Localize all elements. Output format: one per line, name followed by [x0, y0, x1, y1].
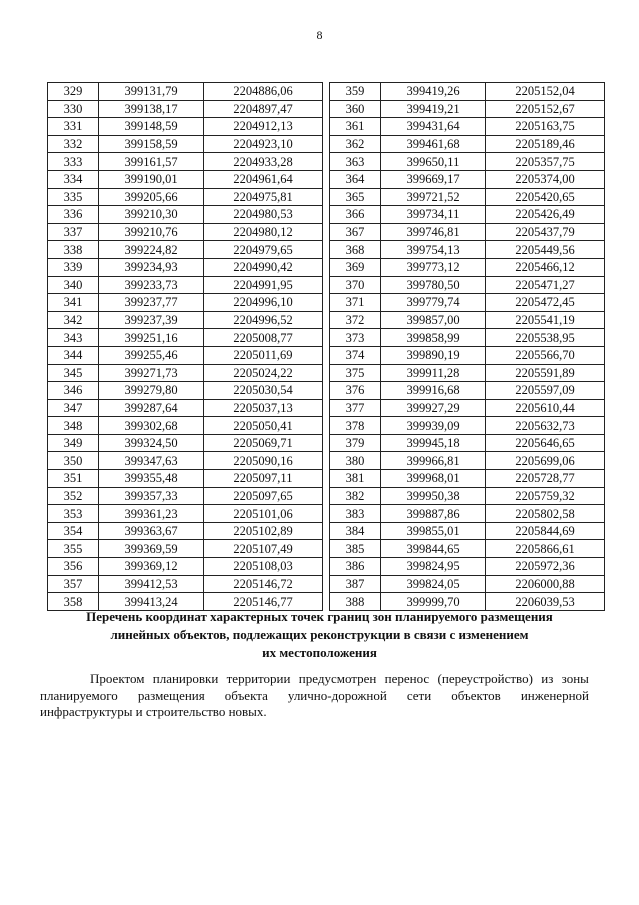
point-number-cell: 347 — [48, 399, 99, 417]
paragraph-word: объекта — [224, 687, 268, 703]
section-heading — [60, 608, 579, 662]
table-row — [330, 118, 605, 136]
y-coordinate-cell: 2205146,72 — [204, 575, 323, 593]
point-number-cell: 330 — [48, 100, 99, 118]
y-coordinate-cell: 2205011,69 — [204, 346, 323, 364]
point-number-cell: 344 — [48, 346, 99, 364]
table-row — [48, 294, 323, 312]
body-paragraph — [40, 671, 589, 721]
point-number-cell: 335 — [48, 188, 99, 206]
paragraph-word: из — [541, 671, 554, 686]
table-row — [330, 206, 605, 224]
point-number-cell: 375 — [330, 364, 381, 382]
point-number-cell: 367 — [330, 223, 381, 241]
x-coordinate-cell: 399255,46 — [99, 346, 204, 364]
y-coordinate-cell: 2205541,19 — [486, 311, 605, 329]
x-coordinate-cell: 399650,11 — [381, 153, 486, 171]
y-coordinate-cell: 2205426,49 — [486, 206, 605, 224]
table-row — [48, 540, 323, 558]
y-coordinate-cell: 2204975,81 — [204, 188, 323, 206]
y-coordinate-cell: 2205471,27 — [486, 276, 605, 294]
x-coordinate-cell: 399927,29 — [381, 399, 486, 417]
x-coordinate-cell: 399287,64 — [99, 399, 204, 417]
x-coordinate-cell: 399234,93 — [99, 258, 204, 276]
point-number-cell: 361 — [330, 118, 381, 136]
point-number-cell: 365 — [330, 188, 381, 206]
point-number-cell: 382 — [330, 487, 381, 505]
paragraph-word: размещения — [137, 687, 205, 703]
table-row — [330, 540, 605, 558]
x-coordinate-cell: 399890,19 — [381, 346, 486, 364]
point-number-cell: 348 — [48, 417, 99, 435]
y-coordinate-cell: 2204991,95 — [204, 276, 323, 294]
y-coordinate-cell: 2205101,06 — [204, 505, 323, 523]
x-coordinate-cell: 399887,86 — [381, 505, 486, 523]
y-coordinate-cell: 2205069,71 — [204, 434, 323, 452]
paragraph-word: (переустройство) — [437, 671, 533, 686]
paragraph-word: Проектом — [90, 671, 145, 686]
y-coordinate-cell: 2205472,45 — [486, 294, 605, 312]
table-row — [330, 452, 605, 470]
y-coordinate-cell: 2205030,54 — [204, 382, 323, 400]
x-coordinate-cell: 399161,57 — [99, 153, 204, 171]
y-coordinate-cell: 2205699,06 — [486, 452, 605, 470]
x-coordinate-cell: 399271,73 — [99, 364, 204, 382]
y-coordinate-cell: 2204979,65 — [204, 241, 323, 259]
point-number-cell: 334 — [48, 170, 99, 188]
point-number-cell: 368 — [330, 241, 381, 259]
paragraph-word: зоны — [561, 671, 589, 686]
y-coordinate-cell: 2205357,75 — [486, 153, 605, 171]
y-coordinate-cell: 2205591,89 — [486, 364, 605, 382]
x-coordinate-cell: 399779,74 — [381, 294, 486, 312]
y-coordinate-cell: 2205024,22 — [204, 364, 323, 382]
point-number-cell: 386 — [330, 558, 381, 576]
table-row — [330, 311, 605, 329]
table-row — [48, 135, 323, 153]
y-coordinate-cell: 2205097,65 — [204, 487, 323, 505]
x-coordinate-cell: 399734,11 — [381, 206, 486, 224]
point-number-cell: 378 — [330, 417, 381, 435]
y-coordinate-cell: 2205090,16 — [204, 452, 323, 470]
paragraph-line — [40, 671, 589, 688]
x-coordinate-cell: 399911,28 — [381, 364, 486, 382]
table-row — [330, 153, 605, 171]
paragraph-word: сети — [406, 687, 432, 703]
y-coordinate-cell: 2204990,42 — [204, 258, 323, 276]
table-row — [48, 417, 323, 435]
x-coordinate-cell: 399158,59 — [99, 135, 204, 153]
x-coordinate-cell: 399237,39 — [99, 311, 204, 329]
x-coordinate-cell: 399754,13 — [381, 241, 486, 259]
table-row — [48, 329, 323, 347]
x-coordinate-cell: 399773,12 — [381, 258, 486, 276]
point-number-cell: 358 — [48, 593, 99, 611]
x-coordinate-cell: 399355,48 — [99, 470, 204, 488]
y-coordinate-cell: 2205844,69 — [486, 522, 605, 540]
x-coordinate-cell: 399945,18 — [381, 434, 486, 452]
y-coordinate-cell: 2205163,75 — [486, 118, 605, 136]
table-row — [330, 470, 605, 488]
table-row — [330, 241, 605, 259]
x-coordinate-cell: 399233,73 — [99, 276, 204, 294]
x-coordinate-cell: 399780,50 — [381, 276, 486, 294]
y-coordinate-cell: 2205437,79 — [486, 223, 605, 241]
x-coordinate-cell: 399844,65 — [381, 540, 486, 558]
point-number-cell: 381 — [330, 470, 381, 488]
table-row — [48, 487, 323, 505]
table-row — [48, 522, 323, 540]
point-number-cell: 349 — [48, 434, 99, 452]
point-number-cell: 339 — [48, 258, 99, 276]
x-coordinate-cell: 399369,12 — [99, 558, 204, 576]
table-row — [48, 223, 323, 241]
point-number-cell: 379 — [330, 434, 381, 452]
coordinates-table-right — [329, 82, 605, 611]
x-coordinate-cell: 399855,01 — [381, 522, 486, 540]
point-number-cell: 345 — [48, 364, 99, 382]
paragraph-word: планируемого — [40, 687, 118, 703]
point-number-cell: 371 — [330, 294, 381, 312]
table-row — [48, 382, 323, 400]
paragraph-line: инфраструктуры и строительство новых. — [40, 704, 267, 719]
table-row — [330, 329, 605, 347]
point-number-cell: 362 — [330, 135, 381, 153]
x-coordinate-cell: 399939,09 — [381, 417, 486, 435]
table-row — [330, 558, 605, 576]
point-number-cell: 380 — [330, 452, 381, 470]
paragraph-word: планировки — [152, 671, 219, 686]
point-number-cell: 376 — [330, 382, 381, 400]
point-number-cell: 385 — [330, 540, 381, 558]
y-coordinate-cell: 2204980,53 — [204, 206, 323, 224]
x-coordinate-cell: 399746,81 — [381, 223, 486, 241]
point-number-cell: 359 — [330, 83, 381, 101]
table-row — [330, 346, 605, 364]
table-row — [330, 294, 605, 312]
y-coordinate-cell: 2205646,65 — [486, 434, 605, 452]
y-coordinate-cell: 2204923,10 — [204, 135, 323, 153]
y-coordinate-cell: 2205037,13 — [204, 399, 323, 417]
table-row — [330, 417, 605, 435]
y-coordinate-cell: 2204996,52 — [204, 311, 323, 329]
point-number-cell: 354 — [48, 522, 99, 540]
table-row — [48, 470, 323, 488]
y-coordinate-cell: 2204961,64 — [204, 170, 323, 188]
y-coordinate-cell: 2205102,89 — [204, 522, 323, 540]
table-row — [48, 241, 323, 259]
point-number-cell: 377 — [330, 399, 381, 417]
point-number-cell: 329 — [48, 83, 99, 101]
heading-line: линейных объектов, подлежащих реконструкции в связи с изменением — [110, 627, 529, 642]
y-coordinate-cell: 2205097,11 — [204, 470, 323, 488]
point-number-cell: 360 — [330, 100, 381, 118]
table-row — [48, 505, 323, 523]
x-coordinate-cell: 399205,66 — [99, 188, 204, 206]
x-coordinate-cell: 399431,64 — [381, 118, 486, 136]
table-row — [48, 346, 323, 364]
point-number-cell: 331 — [48, 118, 99, 136]
y-coordinate-cell: 2205802,58 — [486, 505, 605, 523]
x-coordinate-cell: 399210,76 — [99, 223, 204, 241]
table-row — [330, 382, 605, 400]
point-number-cell: 350 — [48, 452, 99, 470]
point-number-cell: 346 — [48, 382, 99, 400]
x-coordinate-cell: 399968,01 — [381, 470, 486, 488]
x-coordinate-cell: 399419,26 — [381, 83, 486, 101]
point-number-cell: 366 — [330, 206, 381, 224]
y-coordinate-cell: 2205152,04 — [486, 83, 605, 101]
point-number-cell: 357 — [48, 575, 99, 593]
y-coordinate-cell: 2204912,13 — [204, 118, 323, 136]
x-coordinate-cell: 399279,80 — [99, 382, 204, 400]
point-number-cell: 384 — [330, 522, 381, 540]
point-number-cell: 352 — [48, 487, 99, 505]
table-row — [330, 434, 605, 452]
x-coordinate-cell: 399324,50 — [99, 434, 204, 452]
table-row — [330, 135, 605, 153]
y-coordinate-cell: 2204897,47 — [204, 100, 323, 118]
point-number-cell: 333 — [48, 153, 99, 171]
x-coordinate-cell: 399361,23 — [99, 505, 204, 523]
table-row — [48, 558, 323, 576]
point-number-cell: 336 — [48, 206, 99, 224]
paragraph-word: территории — [226, 671, 291, 686]
y-coordinate-cell: 2205189,46 — [486, 135, 605, 153]
x-coordinate-cell: 399347,63 — [99, 452, 204, 470]
x-coordinate-cell: 399999,70 — [381, 593, 486, 611]
x-coordinate-cell: 399419,21 — [381, 100, 486, 118]
table-row — [330, 100, 605, 118]
table-row — [48, 276, 323, 294]
point-number-cell: 353 — [48, 505, 99, 523]
heading-line: их местоположения — [262, 645, 377, 660]
table-row — [48, 434, 323, 452]
x-coordinate-cell: 399369,59 — [99, 540, 204, 558]
point-number-cell: 356 — [48, 558, 99, 576]
point-number-cell: 388 — [330, 593, 381, 611]
y-coordinate-cell: 2204996,10 — [204, 294, 323, 312]
table-row — [48, 364, 323, 382]
x-coordinate-cell: 399138,17 — [99, 100, 204, 118]
y-coordinate-cell: 2205108,03 — [204, 558, 323, 576]
point-number-cell: 363 — [330, 153, 381, 171]
y-coordinate-cell: 2205566,70 — [486, 346, 605, 364]
point-number-cell: 341 — [48, 294, 99, 312]
y-coordinate-cell: 2205050,41 — [204, 417, 323, 435]
point-number-cell: 351 — [48, 470, 99, 488]
point-number-cell: 340 — [48, 276, 99, 294]
point-number-cell: 343 — [48, 329, 99, 347]
x-coordinate-cell: 399251,16 — [99, 329, 204, 347]
x-coordinate-cell: 399916,68 — [381, 382, 486, 400]
y-coordinate-cell: 2205466,12 — [486, 258, 605, 276]
table-row — [330, 364, 605, 382]
y-coordinate-cell: 2205420,65 — [486, 188, 605, 206]
x-coordinate-cell: 399966,81 — [381, 452, 486, 470]
table-row — [330, 83, 605, 101]
x-coordinate-cell: 399413,24 — [99, 593, 204, 611]
table-row — [330, 276, 605, 294]
x-coordinate-cell: 399210,30 — [99, 206, 204, 224]
page-number: 8 — [316, 28, 323, 42]
table-row — [48, 311, 323, 329]
table-row — [330, 575, 605, 593]
table-row — [48, 452, 323, 470]
y-coordinate-cell: 2205728,77 — [486, 470, 605, 488]
x-coordinate-cell: 399237,77 — [99, 294, 204, 312]
table-row — [48, 153, 323, 171]
y-coordinate-cell: 2205972,36 — [486, 558, 605, 576]
table-row — [48, 575, 323, 593]
x-coordinate-cell: 399950,38 — [381, 487, 486, 505]
point-number-cell: 374 — [330, 346, 381, 364]
point-number-cell: 370 — [330, 276, 381, 294]
y-coordinate-cell: 2205449,56 — [486, 241, 605, 259]
y-coordinate-cell: 2205610,44 — [486, 399, 605, 417]
table-row — [48, 170, 323, 188]
coordinates-table-left — [47, 82, 323, 611]
x-coordinate-cell: 399131,79 — [99, 83, 204, 101]
y-coordinate-cell: 2205008,77 — [204, 329, 323, 347]
table-row — [330, 258, 605, 276]
heading-line: Перечень координат характерных точек границ зон планируемого размещения — [86, 609, 553, 624]
y-coordinate-cell: 2205597,09 — [486, 382, 605, 400]
table-row — [330, 399, 605, 417]
table-row — [48, 83, 323, 101]
paragraph-word: инженерной — [520, 687, 589, 703]
point-number-cell: 342 — [48, 311, 99, 329]
x-coordinate-cell: 399148,59 — [99, 118, 204, 136]
x-coordinate-cell: 399357,33 — [99, 487, 204, 505]
x-coordinate-cell: 399824,95 — [381, 558, 486, 576]
y-coordinate-cell: 2204886,06 — [204, 83, 323, 101]
table-row — [330, 522, 605, 540]
point-number-cell: 332 — [48, 135, 99, 153]
table-row — [48, 206, 323, 224]
y-coordinate-cell: 2205146,77 — [204, 593, 323, 611]
table-row — [48, 188, 323, 206]
point-number-cell: 387 — [330, 575, 381, 593]
y-coordinate-cell: 2205374,00 — [486, 170, 605, 188]
table-row — [48, 100, 323, 118]
table-row — [48, 399, 323, 417]
point-number-cell: 373 — [330, 329, 381, 347]
x-coordinate-cell: 399412,53 — [99, 575, 204, 593]
table-row — [330, 487, 605, 505]
x-coordinate-cell: 399669,17 — [381, 170, 486, 188]
x-coordinate-cell: 399461,68 — [381, 135, 486, 153]
y-coordinate-cell: 2205632,73 — [486, 417, 605, 435]
table-row — [330, 223, 605, 241]
y-coordinate-cell: 2205538,95 — [486, 329, 605, 347]
y-coordinate-cell: 2204933,28 — [204, 153, 323, 171]
point-number-cell: 372 — [330, 311, 381, 329]
table-row — [48, 258, 323, 276]
table-row — [330, 188, 605, 206]
paragraph-word: объектов — [451, 687, 501, 703]
y-coordinate-cell: 2205759,32 — [486, 487, 605, 505]
point-number-cell: 369 — [330, 258, 381, 276]
x-coordinate-cell: 399824,05 — [381, 575, 486, 593]
y-coordinate-cell: 2204980,12 — [204, 223, 323, 241]
x-coordinate-cell: 399363,67 — [99, 522, 204, 540]
paragraph-word: улично-дорожной — [287, 687, 387, 703]
y-coordinate-cell: 2205152,67 — [486, 100, 605, 118]
y-coordinate-cell: 2205107,49 — [204, 540, 323, 558]
x-coordinate-cell: 399190,01 — [99, 170, 204, 188]
x-coordinate-cell: 399224,82 — [99, 241, 204, 259]
y-coordinate-cell: 2206000,88 — [486, 575, 605, 593]
table-row — [330, 170, 605, 188]
x-coordinate-cell: 399858,99 — [381, 329, 486, 347]
table-row — [48, 118, 323, 136]
point-number-cell: 338 — [48, 241, 99, 259]
x-coordinate-cell: 399721,52 — [381, 188, 486, 206]
table-row — [330, 505, 605, 523]
paragraph-word: перенос — [384, 671, 430, 686]
paragraph-line — [40, 688, 589, 705]
x-coordinate-cell: 399302,68 — [99, 417, 204, 435]
x-coordinate-cell: 399857,00 — [381, 311, 486, 329]
point-number-cell: 337 — [48, 223, 99, 241]
point-number-cell: 364 — [330, 170, 381, 188]
y-coordinate-cell: 2206039,53 — [486, 593, 605, 611]
point-number-cell: 383 — [330, 505, 381, 523]
point-number-cell: 355 — [48, 540, 99, 558]
paragraph-word: предусмотрен — [298, 671, 377, 686]
y-coordinate-cell: 2205866,61 — [486, 540, 605, 558]
